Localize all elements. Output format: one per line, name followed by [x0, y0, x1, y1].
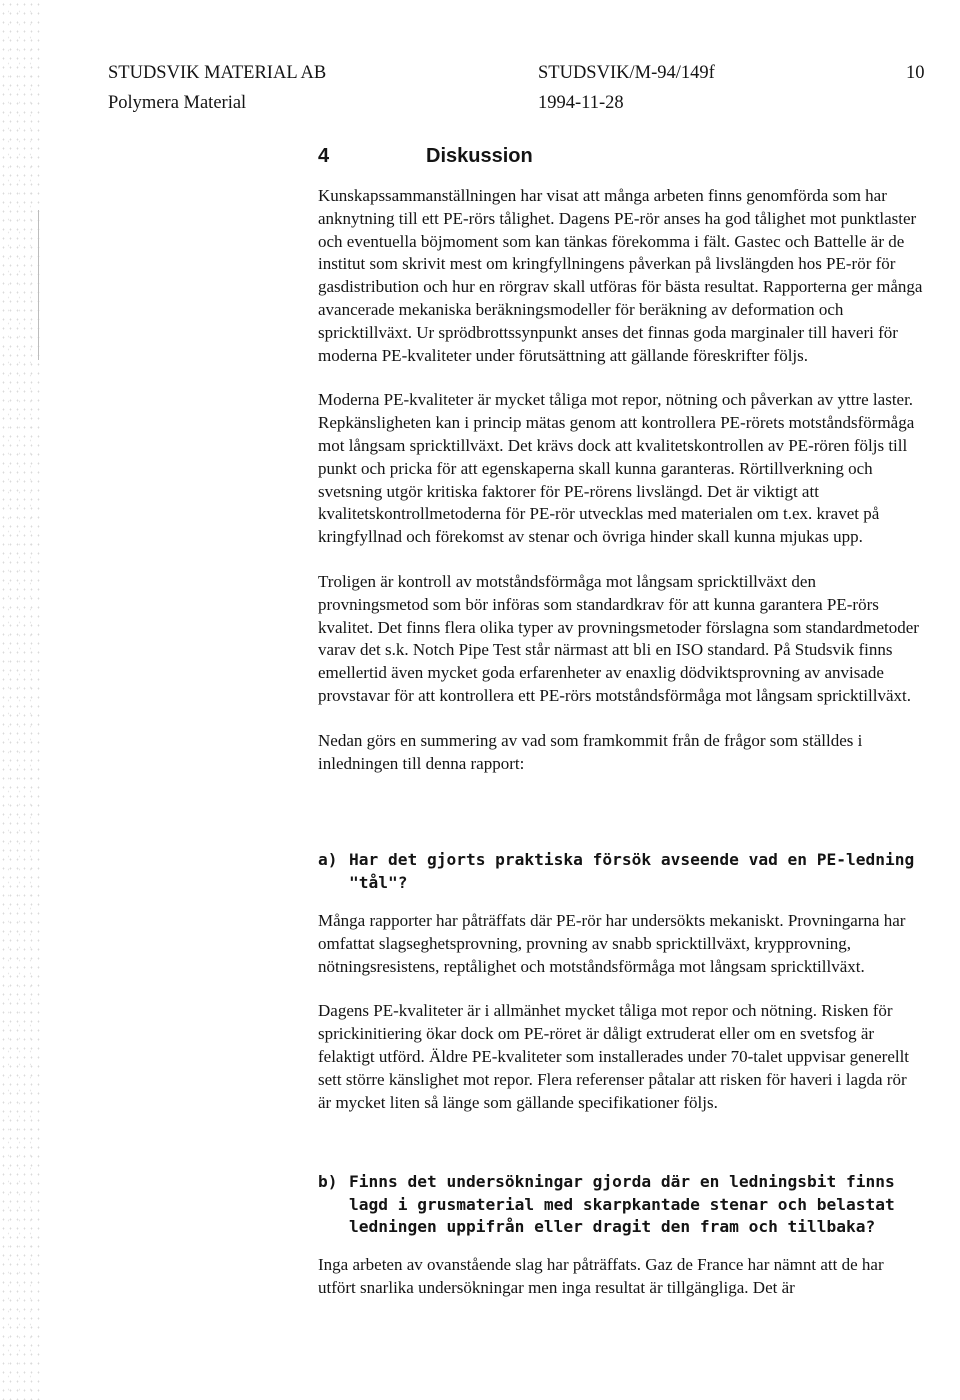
- header-center: [538, 58, 715, 118]
- body-block-1: [318, 185, 923, 797]
- question-letter: a): [318, 850, 338, 869]
- paragraph: Många rapporter har påträffats där PE-rör har undersökts mekaniskt. Provningarna har omfattat slagseghetsprovning, provning av snabb spricktillväxt, krypprovning, nötningsresistens, reptålighet och motståndsförmåga mot långsam spricktillväxt.: [318, 911, 906, 976]
- header-left: [108, 58, 326, 118]
- question-text: Finns det undersökningar gjorda där en ledningsbit finns lagd i grusmaterial med skarpkantade stenar och belastat ledningen uppifrån eller dragit den fram och tillbaka?: [349, 1172, 895, 1237]
- paragraph: Moderna PE-kvaliteter är mycket tåliga mot repor, nötning och påverkan av yttre laster. Repkänsligheten kan i princip mätas genom att kontrollera PE-rörets motståndsförmåga mot långsam spricktillväxt. Det krävs dock att kvalitetskontrollen av PE-rören följs till punkt och pricka för att egenskaperna skall kunna garanteras. Rörtillverkning och svetsning utgör kritiska faktorer för PE-rörens livslängd. Det är viktigt att kvalitetskontrollmetoderna för PE-rör utvecklas med materialen om t.ex. kravet på kringfyllnad och förekomst av stenar och övriga hinder skall kunna mjukas upp.: [318, 390, 915, 547]
- question-text: Har det gjorts praktiska försök avseende vad en PE-ledning "tål"?: [349, 850, 915, 892]
- body-block-3: [318, 1254, 923, 1322]
- report-date: 1994-11-28: [538, 93, 624, 113]
- paragraph: Kunskapssammanställningen har visat att många arbeten finns genomförda som har anknytning till ett PE-rörs tålighet. Dagens PE-rör anses ha god tålighet mot punktlaster och eventuella böjmoment som kan tänkas förekomma i fält. Gastec och Battelle är de institut som skrivit mest om kringfyllningens påverkan på livslängden hos PE-rör för gasdistribution och hur en rörgrav skall utföras för bästa resultat. Rapporterna ger många avancerade mekaniska beräkningsmodeller för beräkning av deformation och spricktillväxt. Ur sprödbrottssynpunkt anses det finnas goda marginaler till haveri för moderna PE-kvaliteter under förutsättning att gällande föreskrifter följs.: [318, 186, 923, 365]
- page-number: 10: [906, 63, 925, 83]
- question-b: [318, 1171, 928, 1239]
- paragraph: Inga arbeten av ovanstående slag har påträffats. Gaz de France har nämnt att de har utfört snarlika undersökningar men inga resultat är tillgängliga. Det är: [318, 1255, 884, 1297]
- paragraph: Troligen är kontroll av motståndsförmåga mot långsam spricktillväxt den provningsmetod som bör införas som standardkrav för att kunna garantera PE-rörs kvalitet. Det finns flera olika typer av provningsmetoder förslagna som standardmetoder varav det s.k. Notch Pipe Test står närmast att bli en ISO standard. På Studsvik finns emellertid även mycket goda erfarenheter av enaxlig dödviktsprovning av anvisade provstavar för att kontrollera ett PE-rörs motståndsförmåga mot långsam spricktillväxt.: [318, 571, 919, 705]
- section-number: 4: [318, 145, 330, 167]
- scan-edge-line: [38, 210, 39, 360]
- company-name: STUDSVIK MATERIAL AB: [108, 63, 327, 83]
- question-letter: b): [318, 1172, 338, 1191]
- header-right: [906, 58, 925, 88]
- paragraph: Nedan görs en summering av vad som framkommit från de frågor som ställdes i inledningen till denna rapport:: [318, 730, 863, 773]
- section-heading: [318, 145, 533, 168]
- paragraph: Dagens PE-kvaliteter är i allmänhet mycket tåliga mot repor och nötning. Risken för sprickinitiering ökar dock om PE-röret är dåligt extruderat eller om en svetsfog är felaktigt utförd. Äldre PE-kvaliteter som installerades under 70-talet uppvisar generellt sett större känslighet mot repor. Flera referenser påtalar att risken för haveri i lagda rör är mycket liten så länge som gällande specifikationer följs.: [318, 1001, 910, 1112]
- scan-margin-noise: [0, 0, 40, 1400]
- body-block-2: [318, 910, 923, 1136]
- section-title: Diskussion: [426, 145, 533, 167]
- department-name: Polymera Material: [108, 93, 247, 113]
- report-id: STUDSVIK/M-94/149f: [538, 63, 715, 83]
- question-a: [318, 849, 928, 894]
